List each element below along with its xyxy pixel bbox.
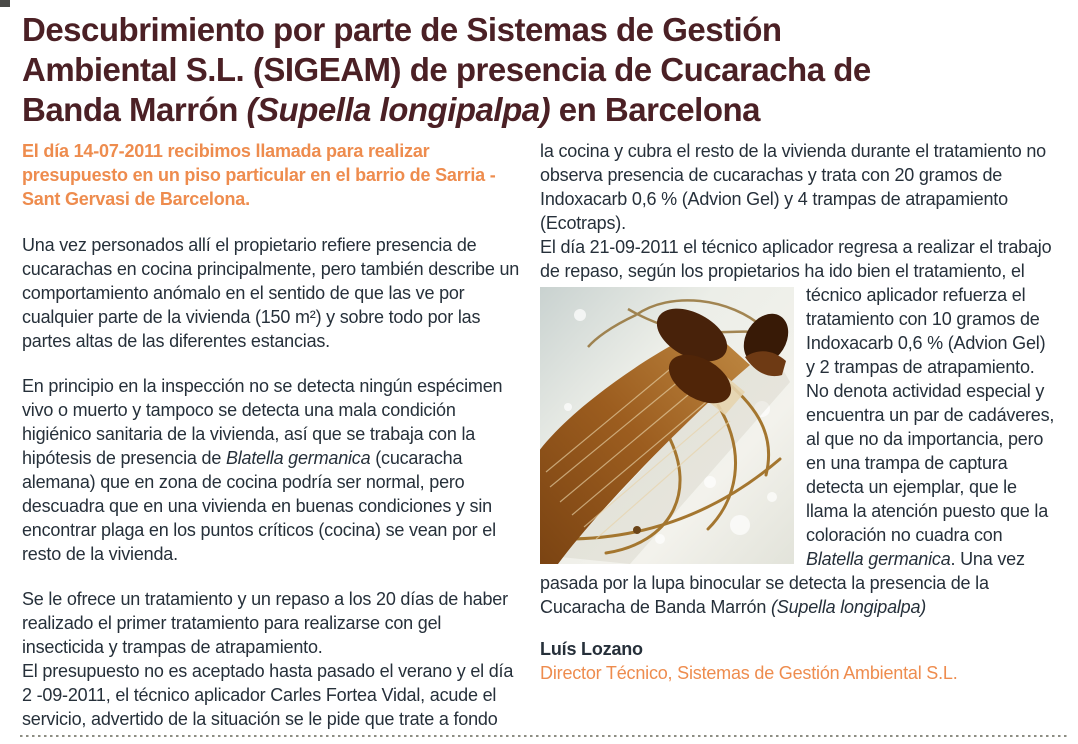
paragraph-hypothesis-text-b: (cucaracha alemana) que en zona de cocina podría ser normal, pero descuadra que en una vivienda en buenas condiciones y sin encontrar plaga en los puntos críticos (cocina) se vean por el resto de la vivienda. (22, 448, 496, 564)
title-species-name: (Supella longipalpa) (246, 91, 551, 128)
article-title (22, 10, 1056, 130)
title-line-3-post: en Barcelona (550, 91, 760, 128)
title-line-2: Ambiental S.L. (SIGEAM) de presencia de Cucaracha de (22, 51, 871, 88)
signature-name: Luís Lozano (540, 639, 643, 659)
species-name-supella: (Supella longipalpa) (770, 597, 927, 617)
intro-highlight-paragraph: El día 14-07-2011 recibimos llamada para realizar presupuesto en un piso particular en el barrio de Sarria -Sant Gervasi de Barcelona. (22, 141, 496, 209)
signature-block (540, 637, 1056, 685)
paragraph-treatment-offer: Se le ofrece un tratamiento y un repaso a los 20 días de haber realizado el primer tratamiento para realizarse con gel insecticida y trampas de atrapamiento. (22, 589, 508, 657)
article-body (22, 139, 1056, 731)
bottom-dotted-rule (20, 734, 1070, 737)
signature-role: Director Técnico, Sistemas de Gestión Ambiental S.L. (540, 663, 958, 683)
right-column (540, 139, 1056, 731)
title-line-3 (22, 90, 1056, 130)
species-name-blatella-2: Blatella germanica (806, 549, 951, 569)
paragraph-with-photo (540, 235, 1056, 619)
title-line-1: Descubrimiento por parte de Sistemas de Gestión (22, 11, 782, 48)
paragraph-hypothesis (22, 374, 526, 566)
paragraph-inspection-visit: Una vez personados allí el propietario refiere presencia de cucarachas en cocina principalmente, pero también describe un comportamiento anómalo en el sentido de que las ve por cualquier parte de la vivienda (150 m²) y sobre todo por las partes altas de las diferentes estancias. (22, 235, 520, 351)
title-line-3-pre: Banda Marrón (22, 91, 247, 128)
paragraph-followup-text-beside: tratamiento, el técnico aplicador refuerza el tratamiento con 10 gramos de Indoxacarb 0,6 % (Advion Gel) y 2 trampas de atrapamiento. No denota actividad especial y encuentra un par de cadáveres, al que no da importancia, pero en una trampa de captura detecta un ejemplar, que le llama la atención puesto que la coloración no cuadra con (806, 261, 1055, 545)
species-name-blatella: Blatella germanica (225, 448, 371, 468)
left-column (22, 139, 526, 731)
paragraph-followup-text-before: El día 21-09-2011 el técnico aplicador regresa a realizar el trabajo de repaso, según los propietarios ha ido bien el (540, 237, 1052, 281)
paragraph-hypothesis-text-a: En principio en la inspección no se detecta ningún espécimen vivo o muerto y tampoco se detecta una mala condición higiénico sanitaria de la vivienda, así que se trabaja con la hipótesis de presencia de (22, 376, 503, 468)
paragraph-followup-text-after: . Una vez pasada por la lupa binocular se detecta la presencia de la Cucaracha de Banda Marrón (540, 549, 1025, 617)
paragraph-budget-accepted: El presupuesto no es aceptado hasta pasado el verano y el día 2 -09-2011, el técnico aplicador Carles Fortea Vidal, acude el servicio, advertido de la situación se le pide que trate a fondo (22, 661, 514, 729)
page-corner-mark (0, 0, 10, 7)
cockroach-photo (540, 287, 794, 564)
paragraph-first-treatment: la cocina y cubra el resto de la vivienda durante el tratamiento no observa presencia de cucarachas y trata con 20 gramos de Indoxacarb 0,6 % (Advion Gel) y 4 trampas de atrapamiento (Ecotraps). (540, 141, 1046, 233)
